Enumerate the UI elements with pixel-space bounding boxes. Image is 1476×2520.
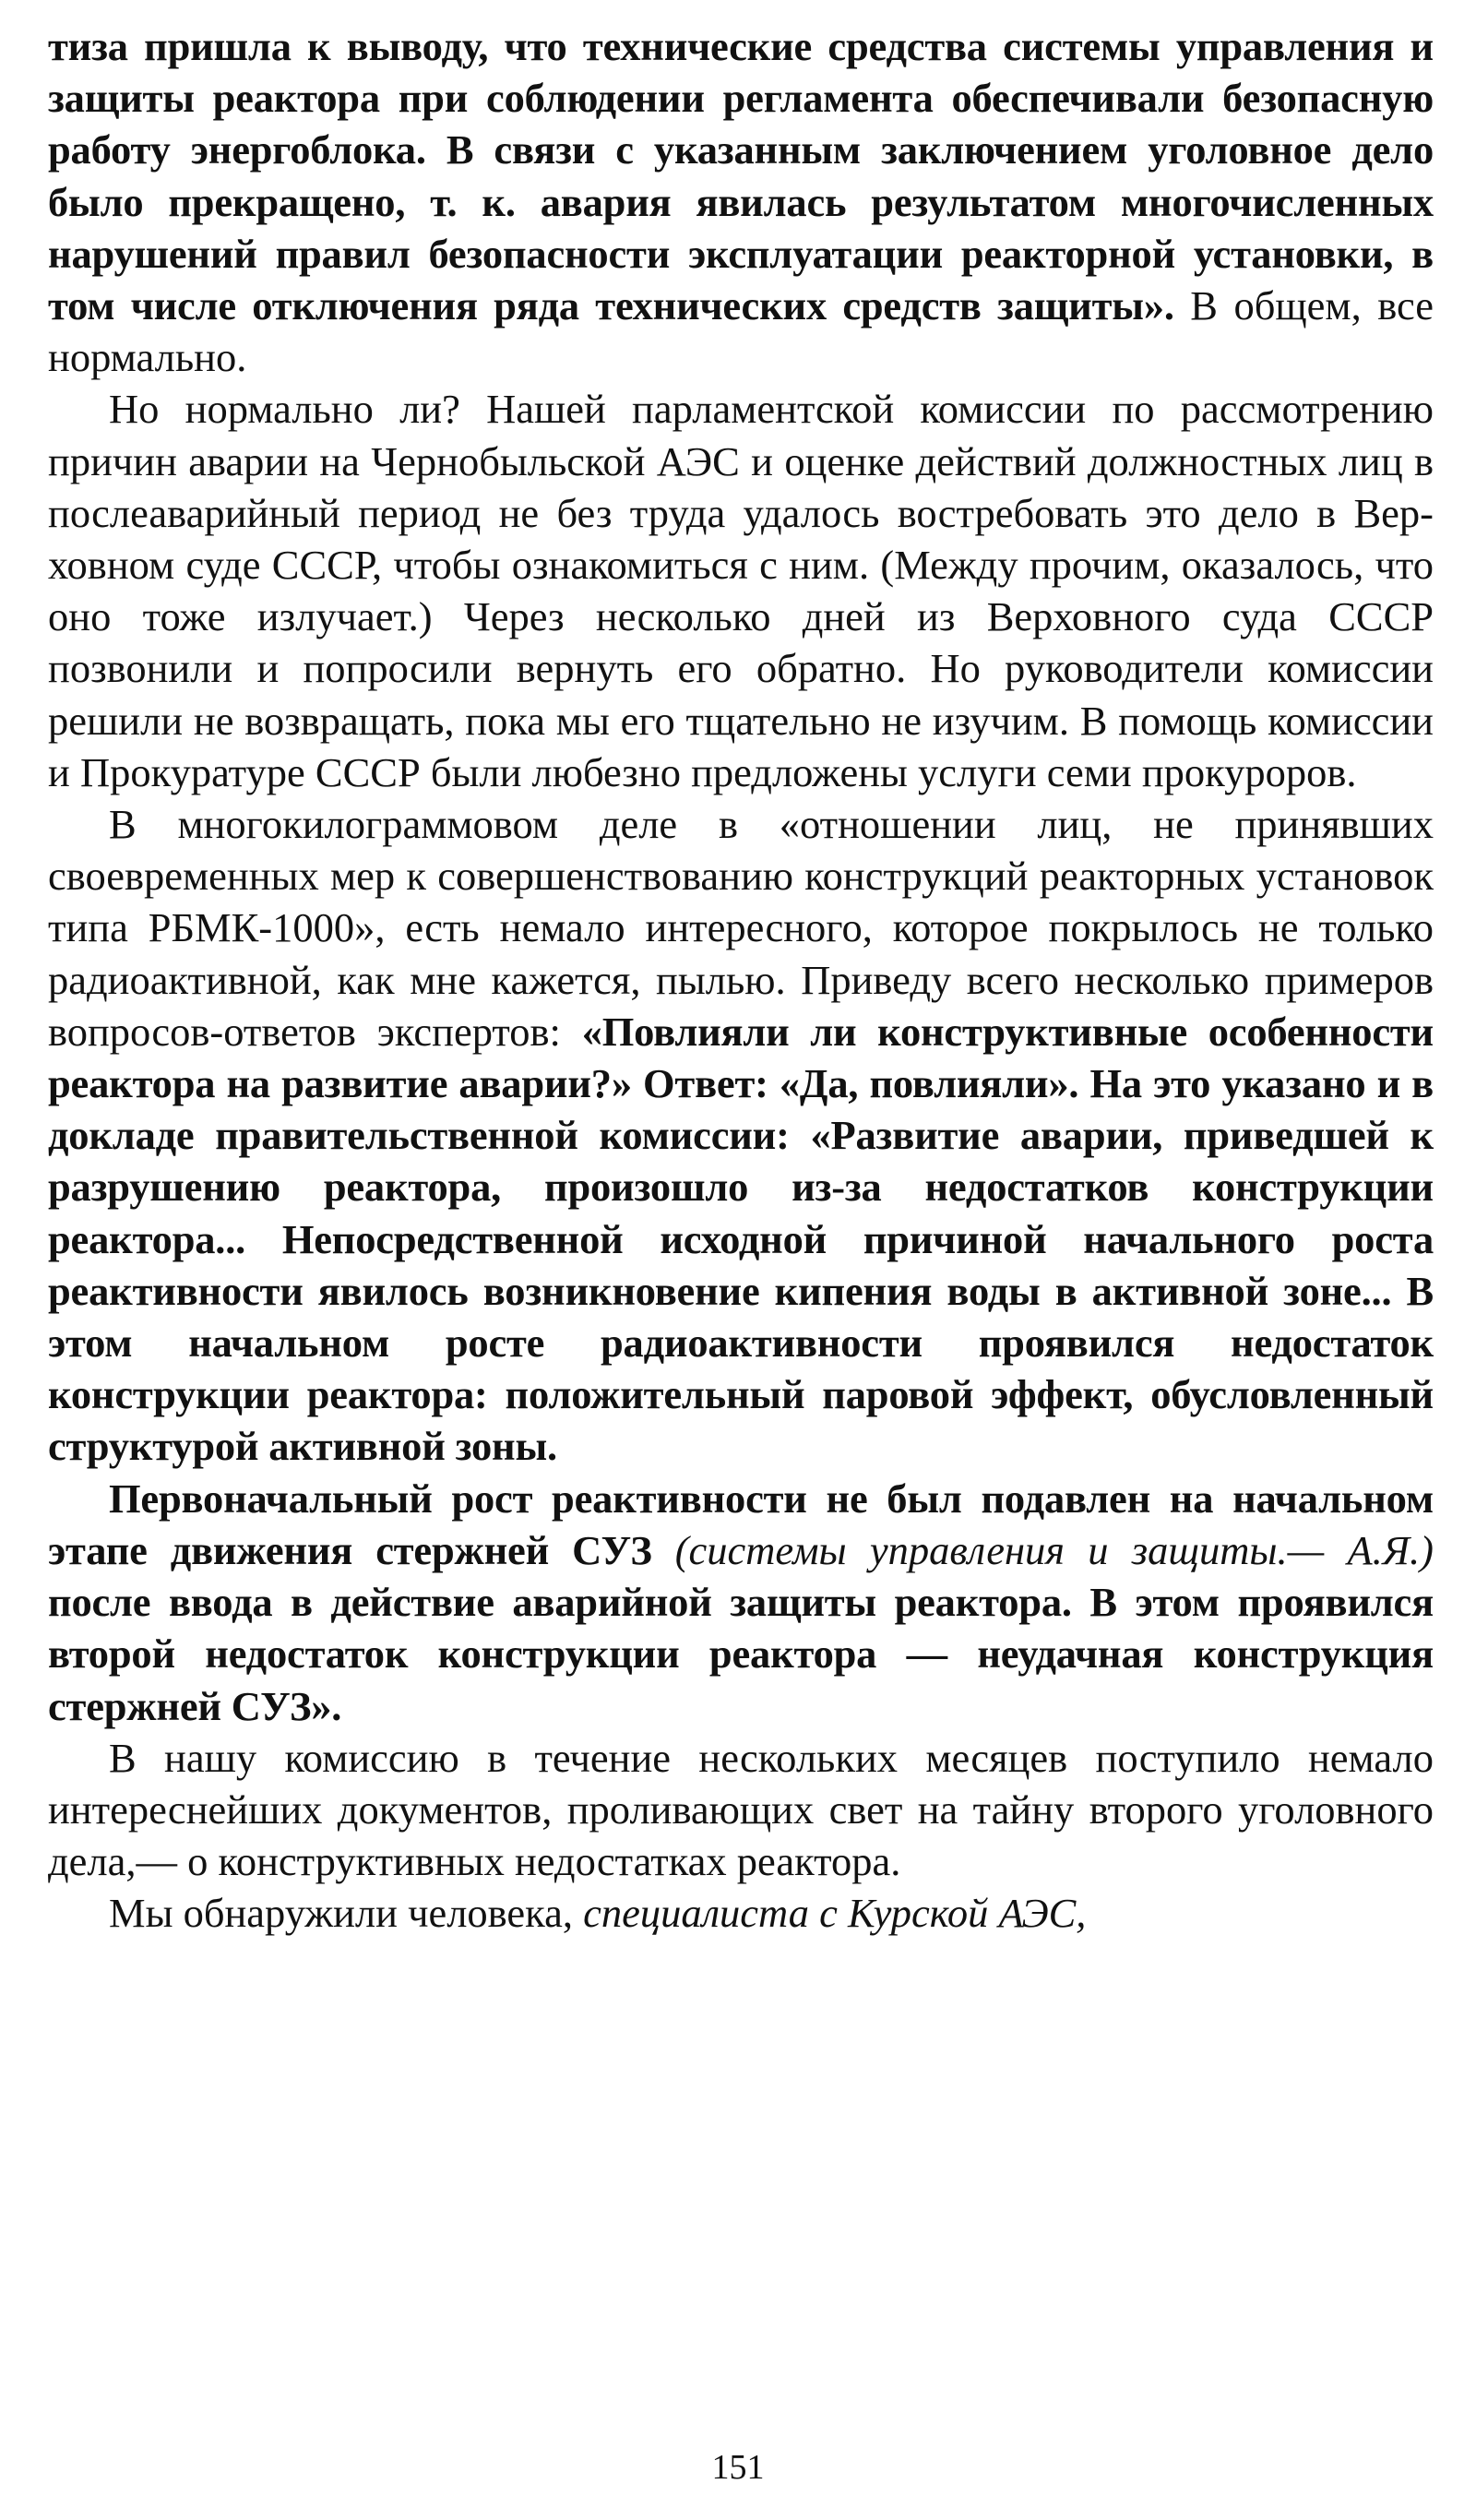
italic-run: специалиста с Курской АЭС,	[583, 1890, 1087, 1937]
bold-run: тиза пришла к выводу, что технические средства системы управления и защиты реактора при соблюдении регламента обеспечивали безопасную работу энергоблока. В связи с указанным заключением уголовное дело было прекращено, т. к. авария явилась результатом многочисленных нарушений правил безопасности эксплуатации реакторной установки, в том числе отключения ряда технических средств защиты».	[48, 23, 1434, 329]
italic-run: (системы управления и защиты.— А.Я.)	[674, 1526, 1434, 1573]
bold-run: «Повлияли ли конструктивные особенности реактора на развитие аварии?» Ответ: «Да, повлияли». На это указано и в докладе правительственной комиссии: «Развитие аварии, приведшей к разрушению реактора, произошло из-за недостатков конструкции реактора... Непосредственной исходной причиной начального роста реактивности явилось возникновение кипения воды в активной зоне... В этом начальном росте радиоактивности проявился недостаток конструкции реактора: положительный паровой эффект, обусловленный структурой активной зоны.	[48, 1008, 1434, 1470]
paragraph-3	[48, 798, 1434, 1473]
text-run: В многокилограммовом деле в «отношении лиц, не принявших своевременных мер к совершенствованию конструкций реакторных установок типа РБМК-1000», есть немало интересного, которое покрылось не только радиоактивной, как мне кажется, пылью. Приведу всего несколько примеров вопросов-ответов экспертов:	[48, 801, 1434, 1055]
text-run: Мы обнаружили человека,	[109, 1890, 584, 1937]
paragraph-1	[48, 20, 1434, 383]
paragraph-5	[48, 1732, 1434, 1888]
paragraph-4	[48, 1473, 1434, 1732]
text-run: Но нормально ли? Нашей парламентской комиссии по рассмотрению причин аварии на Чернобыльской АЭС и оценке действий должностных лиц в послеаварийный период не без труда удалось востребовать это дело в Верховном суде СССР, чтобы ознакомиться с ним. (Между прочим, оказалось, что оно тоже излучает.) Через несколько дней из Верховного суда СССР позвонили и попросили вернуть его обратно. Но руководители комиссии решили не возвращать, пока мы его тщательно не изучим. В помощь комиссии и Прокуратуре СССР были любезно предложены услуги семи прокуроров.	[48, 386, 1434, 795]
page-number: 151	[711, 2448, 765, 2487]
paragraph-6	[48, 1887, 1434, 1939]
text-run: В общем, все нормально.	[48, 282, 1434, 381]
bold-run: после ввода в действие аварийной защиты реактора. В этом проявился второй недостаток конструкции реактора — неудачная конструкция стержней СУЗ».	[48, 1579, 1434, 1729]
text-run: В нашу комиссию в течение нескольких месяцев поступило немало интереснейших документов, проливающих свет на тайну второго уголовного дела,— о конструктивных недостатках реактора.	[48, 1734, 1434, 1885]
bold-run: Первоначальный рост реактивности не был подавлен на начальном этапе движения стержней СУЗ	[48, 1475, 1434, 1573]
paragraph-2	[48, 383, 1434, 798]
page-body	[48, 20, 1434, 1940]
